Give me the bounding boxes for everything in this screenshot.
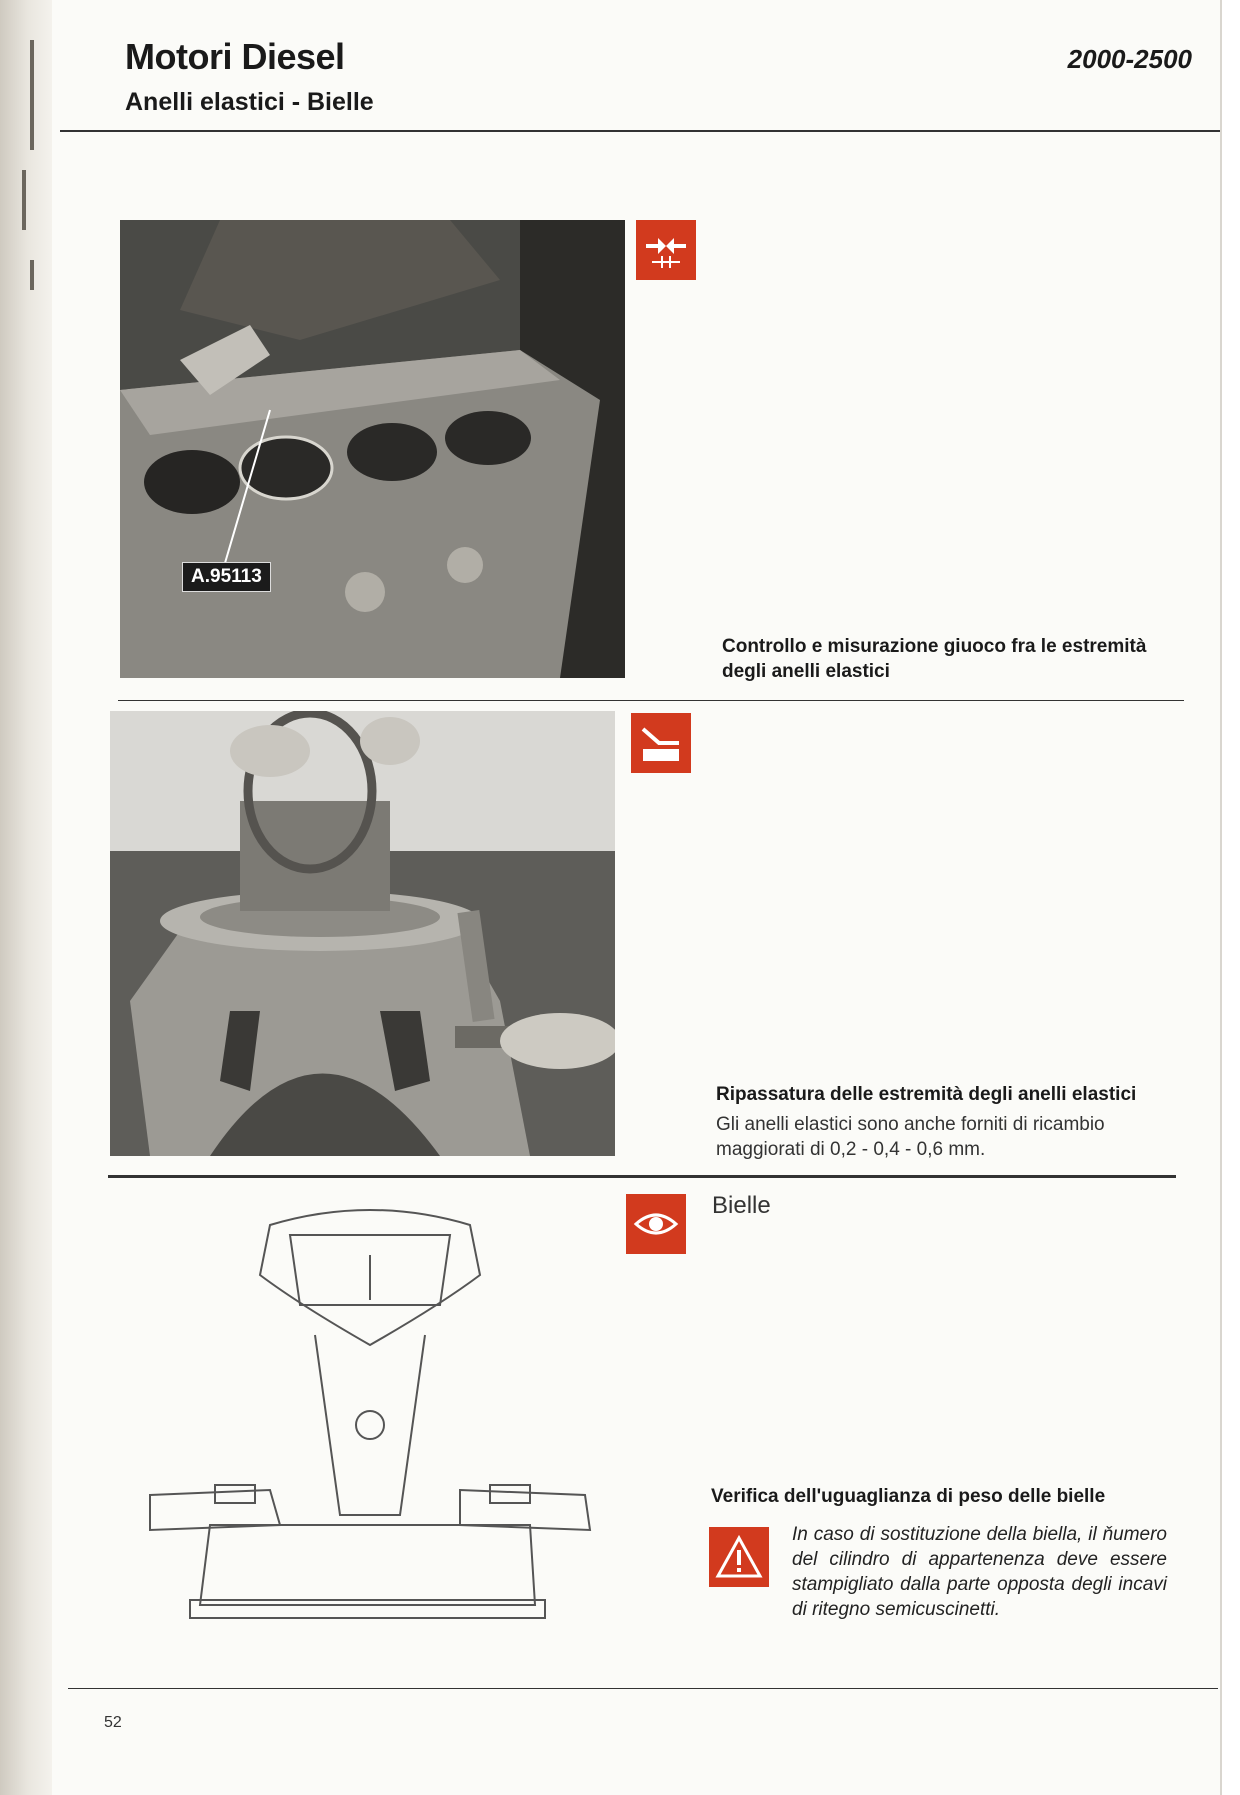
page-subtitle: Anelli elastici - Bielle	[125, 88, 374, 116]
model-range: 2000-2500	[1067, 44, 1192, 74]
warning-triangle-icon	[709, 1527, 769, 1587]
photo-label: A.95113	[182, 562, 271, 592]
caption-rod-weight: Verifica dell'uguaglianza di peso delle bielle	[711, 1486, 1106, 1507]
eye-icon	[626, 1194, 686, 1254]
caption-ring-grinding: Ripassatura delle estremità degli anelli elastici	[716, 1084, 1137, 1105]
section-rule-2	[108, 1175, 1176, 1178]
grinding-icon	[631, 713, 691, 773]
ring-grinder-photo	[110, 711, 615, 1156]
measure-gap-icon	[636, 220, 696, 280]
header-rule	[60, 130, 1220, 132]
warning-note: In caso di sostituzione della biella, il ňumero del cilindro di appartenenza deve essere stampigliato dalla parte opposta degli incavi di ritegno semicuscinetti.	[792, 1524, 1167, 1620]
weighing-scale-drawing	[140, 1195, 600, 1650]
engine-block-photo	[120, 220, 625, 678]
caption-oversize-rings: Gli anelli elastici sono anche forniti di ricambio maggiorati di 0,2 - 0,4 - 0,6 mm.	[716, 1114, 1105, 1160]
book-binding	[0, 0, 56, 1795]
footer-rule	[68, 1688, 1218, 1689]
caption-ring-gap: Controllo e misurazione giuoco fra le estremità degli anelli elastici	[722, 636, 1147, 682]
page-title: Motori Diesel	[125, 36, 345, 77]
section-heading-bielle: Bielle	[712, 1192, 771, 1219]
page-number: 52	[104, 1714, 122, 1731]
section-rule-1	[118, 700, 1184, 701]
